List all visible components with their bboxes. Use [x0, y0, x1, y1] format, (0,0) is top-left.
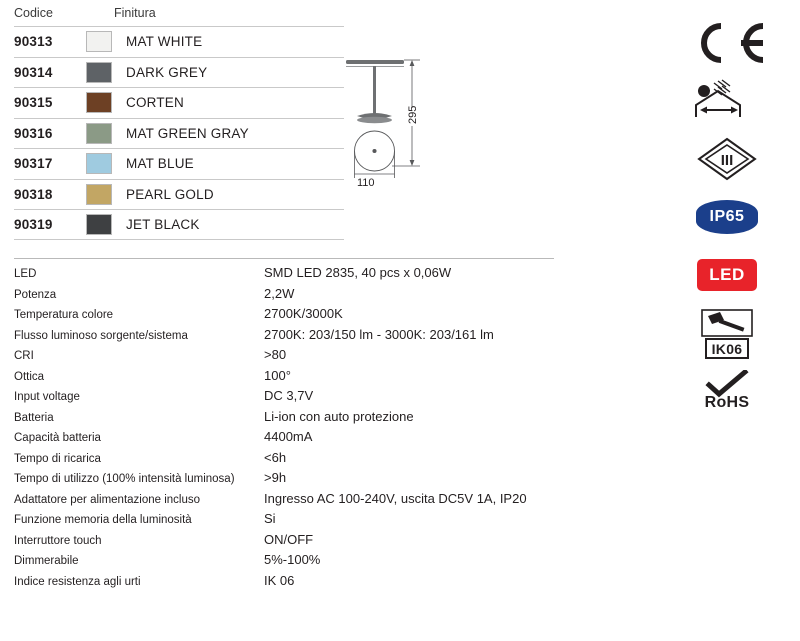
spec-row	[14, 470, 554, 491]
certification-icons	[672, 14, 782, 420]
finish-code: 90317	[14, 156, 53, 172]
finish-code: 90314	[14, 64, 53, 80]
spec-value: 100°	[264, 367, 291, 383]
spec-value: Si	[264, 511, 276, 526]
column-header-code: Codice	[14, 6, 53, 20]
spec-value: 2700K/3000K	[264, 306, 343, 321]
color-swatch	[86, 153, 112, 174]
table-row	[14, 148, 344, 179]
finish-name: MAT WHITE	[126, 34, 203, 50]
class-iii-icon	[672, 130, 782, 188]
spec-value: SMD LED 2835, 40 pcs x 0,06W	[264, 265, 452, 280]
spec-label: Tempo di ricarica	[14, 452, 101, 465]
finish-code: 90313	[14, 34, 53, 50]
spec-value: Ingresso AC 100-240V, uscita DC5V 1A, IP20	[264, 490, 527, 506]
table-row	[14, 87, 344, 118]
finish-table	[14, 6, 344, 240]
spec-row	[14, 450, 554, 471]
spec-row	[14, 327, 554, 348]
finish-name: MAT GREEN GRAY	[126, 125, 249, 141]
spec-row	[14, 368, 554, 389]
led-label: LED	[697, 259, 757, 291]
spec-value: IK 06	[264, 572, 295, 588]
finish-table-header	[14, 6, 344, 26]
diameter-dimension-label: 110	[357, 177, 375, 189]
spec-value: 5%-100%	[264, 552, 321, 567]
rohs-icon	[672, 362, 782, 420]
spec-value: ON/OFF	[264, 531, 314, 547]
spec-row	[14, 429, 554, 450]
spec-row	[14, 265, 554, 286]
spec-row	[14, 511, 554, 532]
spec-label: Adattatore per alimentazione incluso	[14, 493, 201, 506]
spec-value: 4400mA	[264, 429, 313, 444]
ip-rating-label: IP65	[696, 200, 758, 234]
finish-code: 90318	[14, 186, 53, 202]
color-swatch	[86, 214, 112, 235]
spec-label: Dimmerabile	[14, 555, 79, 567]
rohs-label: RoHS	[704, 394, 750, 411]
spec-row	[14, 306, 554, 327]
spec-value: >9h	[264, 470, 287, 485]
ik-rating-icon	[672, 304, 782, 362]
table-row	[14, 209, 344, 240]
spec-row	[14, 491, 554, 512]
ce-mark-icon	[672, 14, 782, 72]
finish-name: JET BLACK	[126, 216, 200, 232]
finish-code: 90316	[14, 125, 53, 141]
technical-drawing	[330, 46, 460, 206]
spec-row	[14, 347, 554, 368]
spec-label: Batteria	[14, 411, 54, 424]
spec-row	[14, 573, 554, 594]
indoor-outdoor-icon	[672, 72, 782, 130]
table-row	[14, 57, 344, 88]
spec-label: Indice resistenza agli urti	[14, 575, 141, 588]
spec-label: Ottica	[14, 370, 45, 383]
color-swatch	[86, 184, 112, 205]
table-row	[14, 26, 344, 57]
spec-value: DC 3,7V	[264, 388, 314, 403]
spec-label: Tempo di utilizzo (100% intensità luminosa)	[14, 473, 235, 485]
finish-name: MAT BLUE	[126, 156, 194, 172]
color-swatch	[86, 123, 112, 144]
spec-label: Flusso luminoso sorgente/sistema	[14, 329, 188, 342]
spec-label: Temperatura colore	[14, 309, 114, 321]
spec-value: <6h	[264, 449, 287, 465]
spec-row	[14, 409, 554, 430]
ik-rating-label: IK06	[705, 338, 750, 359]
spec-value: 2700K: 203/150 lm - 3000K: 203/161 lm	[264, 326, 494, 342]
spec-row	[14, 286, 554, 307]
spec-label: LED	[14, 268, 37, 280]
ip-rating-icon	[672, 188, 782, 246]
spec-label: Potenza	[14, 288, 57, 301]
spec-value: 2,2W	[264, 285, 295, 301]
height-dimension-label: 295	[407, 105, 419, 124]
finish-name: PEARL GOLD	[126, 186, 214, 202]
column-header-finish: Finitura	[114, 6, 156, 20]
svg-text:III: III	[720, 152, 734, 169]
spec-value: Li-ion con auto protezione	[264, 408, 414, 424]
finish-code: 90315	[14, 95, 53, 111]
led-icon	[672, 246, 782, 304]
spec-label: Capacità batteria	[14, 432, 101, 444]
spec-label: Interruttore touch	[14, 534, 102, 547]
impact-hammer-icon	[700, 308, 754, 338]
finish-code: 90319	[14, 216, 53, 232]
spec-row	[14, 552, 554, 573]
spec-row	[14, 388, 554, 409]
spec-label: Funzione memoria della luminosità	[14, 514, 192, 526]
table-row	[14, 118, 344, 149]
spec-label: CRI	[14, 350, 34, 362]
table-row	[14, 179, 344, 210]
finish-name: DARK GREY	[126, 64, 208, 80]
spec-value: >80	[264, 347, 287, 362]
color-swatch	[86, 31, 112, 52]
color-swatch	[86, 92, 112, 113]
product-dimension-drawing	[330, 46, 460, 206]
specifications-table	[14, 258, 554, 593]
finish-name: CORTEN	[126, 95, 184, 111]
spec-label: Input voltage	[14, 391, 80, 403]
color-swatch	[86, 62, 112, 83]
spec-row	[14, 532, 554, 553]
